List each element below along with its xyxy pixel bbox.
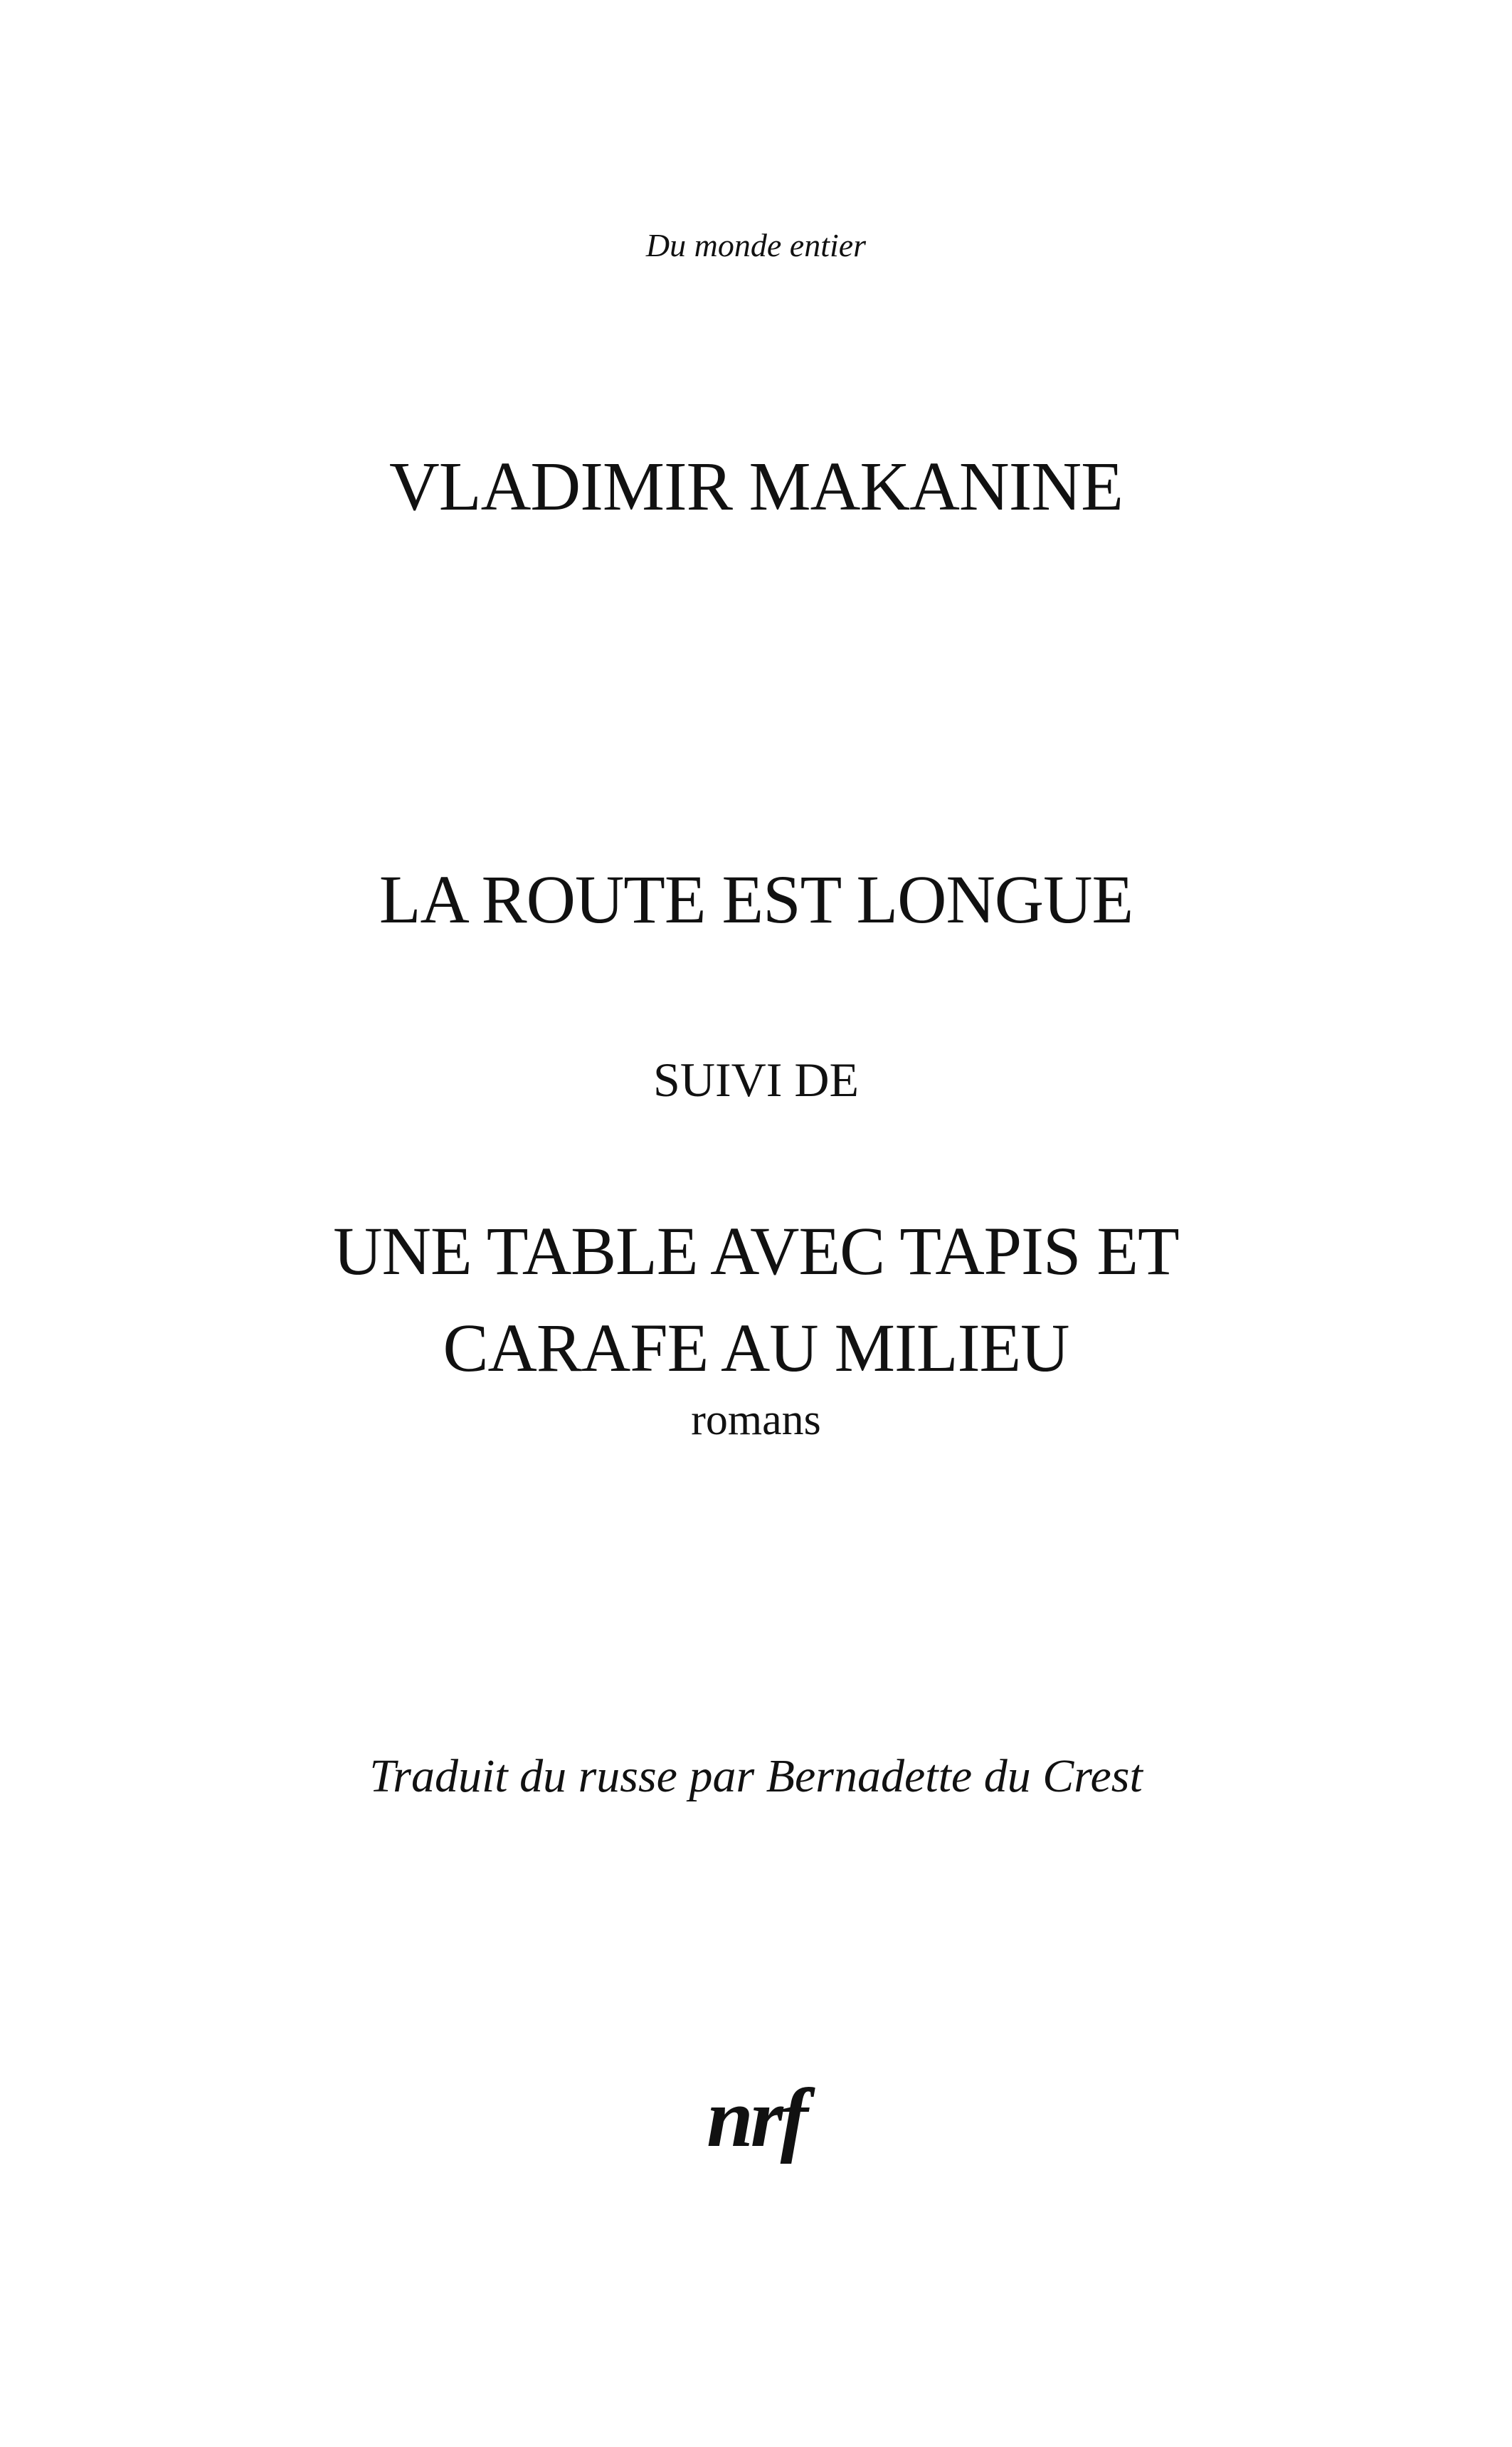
- book-title-second-line1: UNE TABLE AVEC TAPIS ET: [333, 1213, 1179, 1289]
- book-title-second: [0, 1203, 1512, 1396]
- genre-label: romans: [691, 1396, 821, 1444]
- title-connector: SUIVI DE: [653, 1053, 859, 1107]
- collection-name: Du monde entier: [645, 227, 867, 263]
- author-name: VLADIMIR MAKANINE: [389, 448, 1123, 525]
- publisher-logo: nrf: [707, 2071, 805, 2164]
- book-title-second-line2: CARAFE AU MILIEU: [443, 1310, 1069, 1386]
- translator-credit: Traduit du russe par Bernadette du Crest: [369, 1750, 1143, 1802]
- book-title-first: LA ROUTE EST LONGUE: [379, 861, 1133, 937]
